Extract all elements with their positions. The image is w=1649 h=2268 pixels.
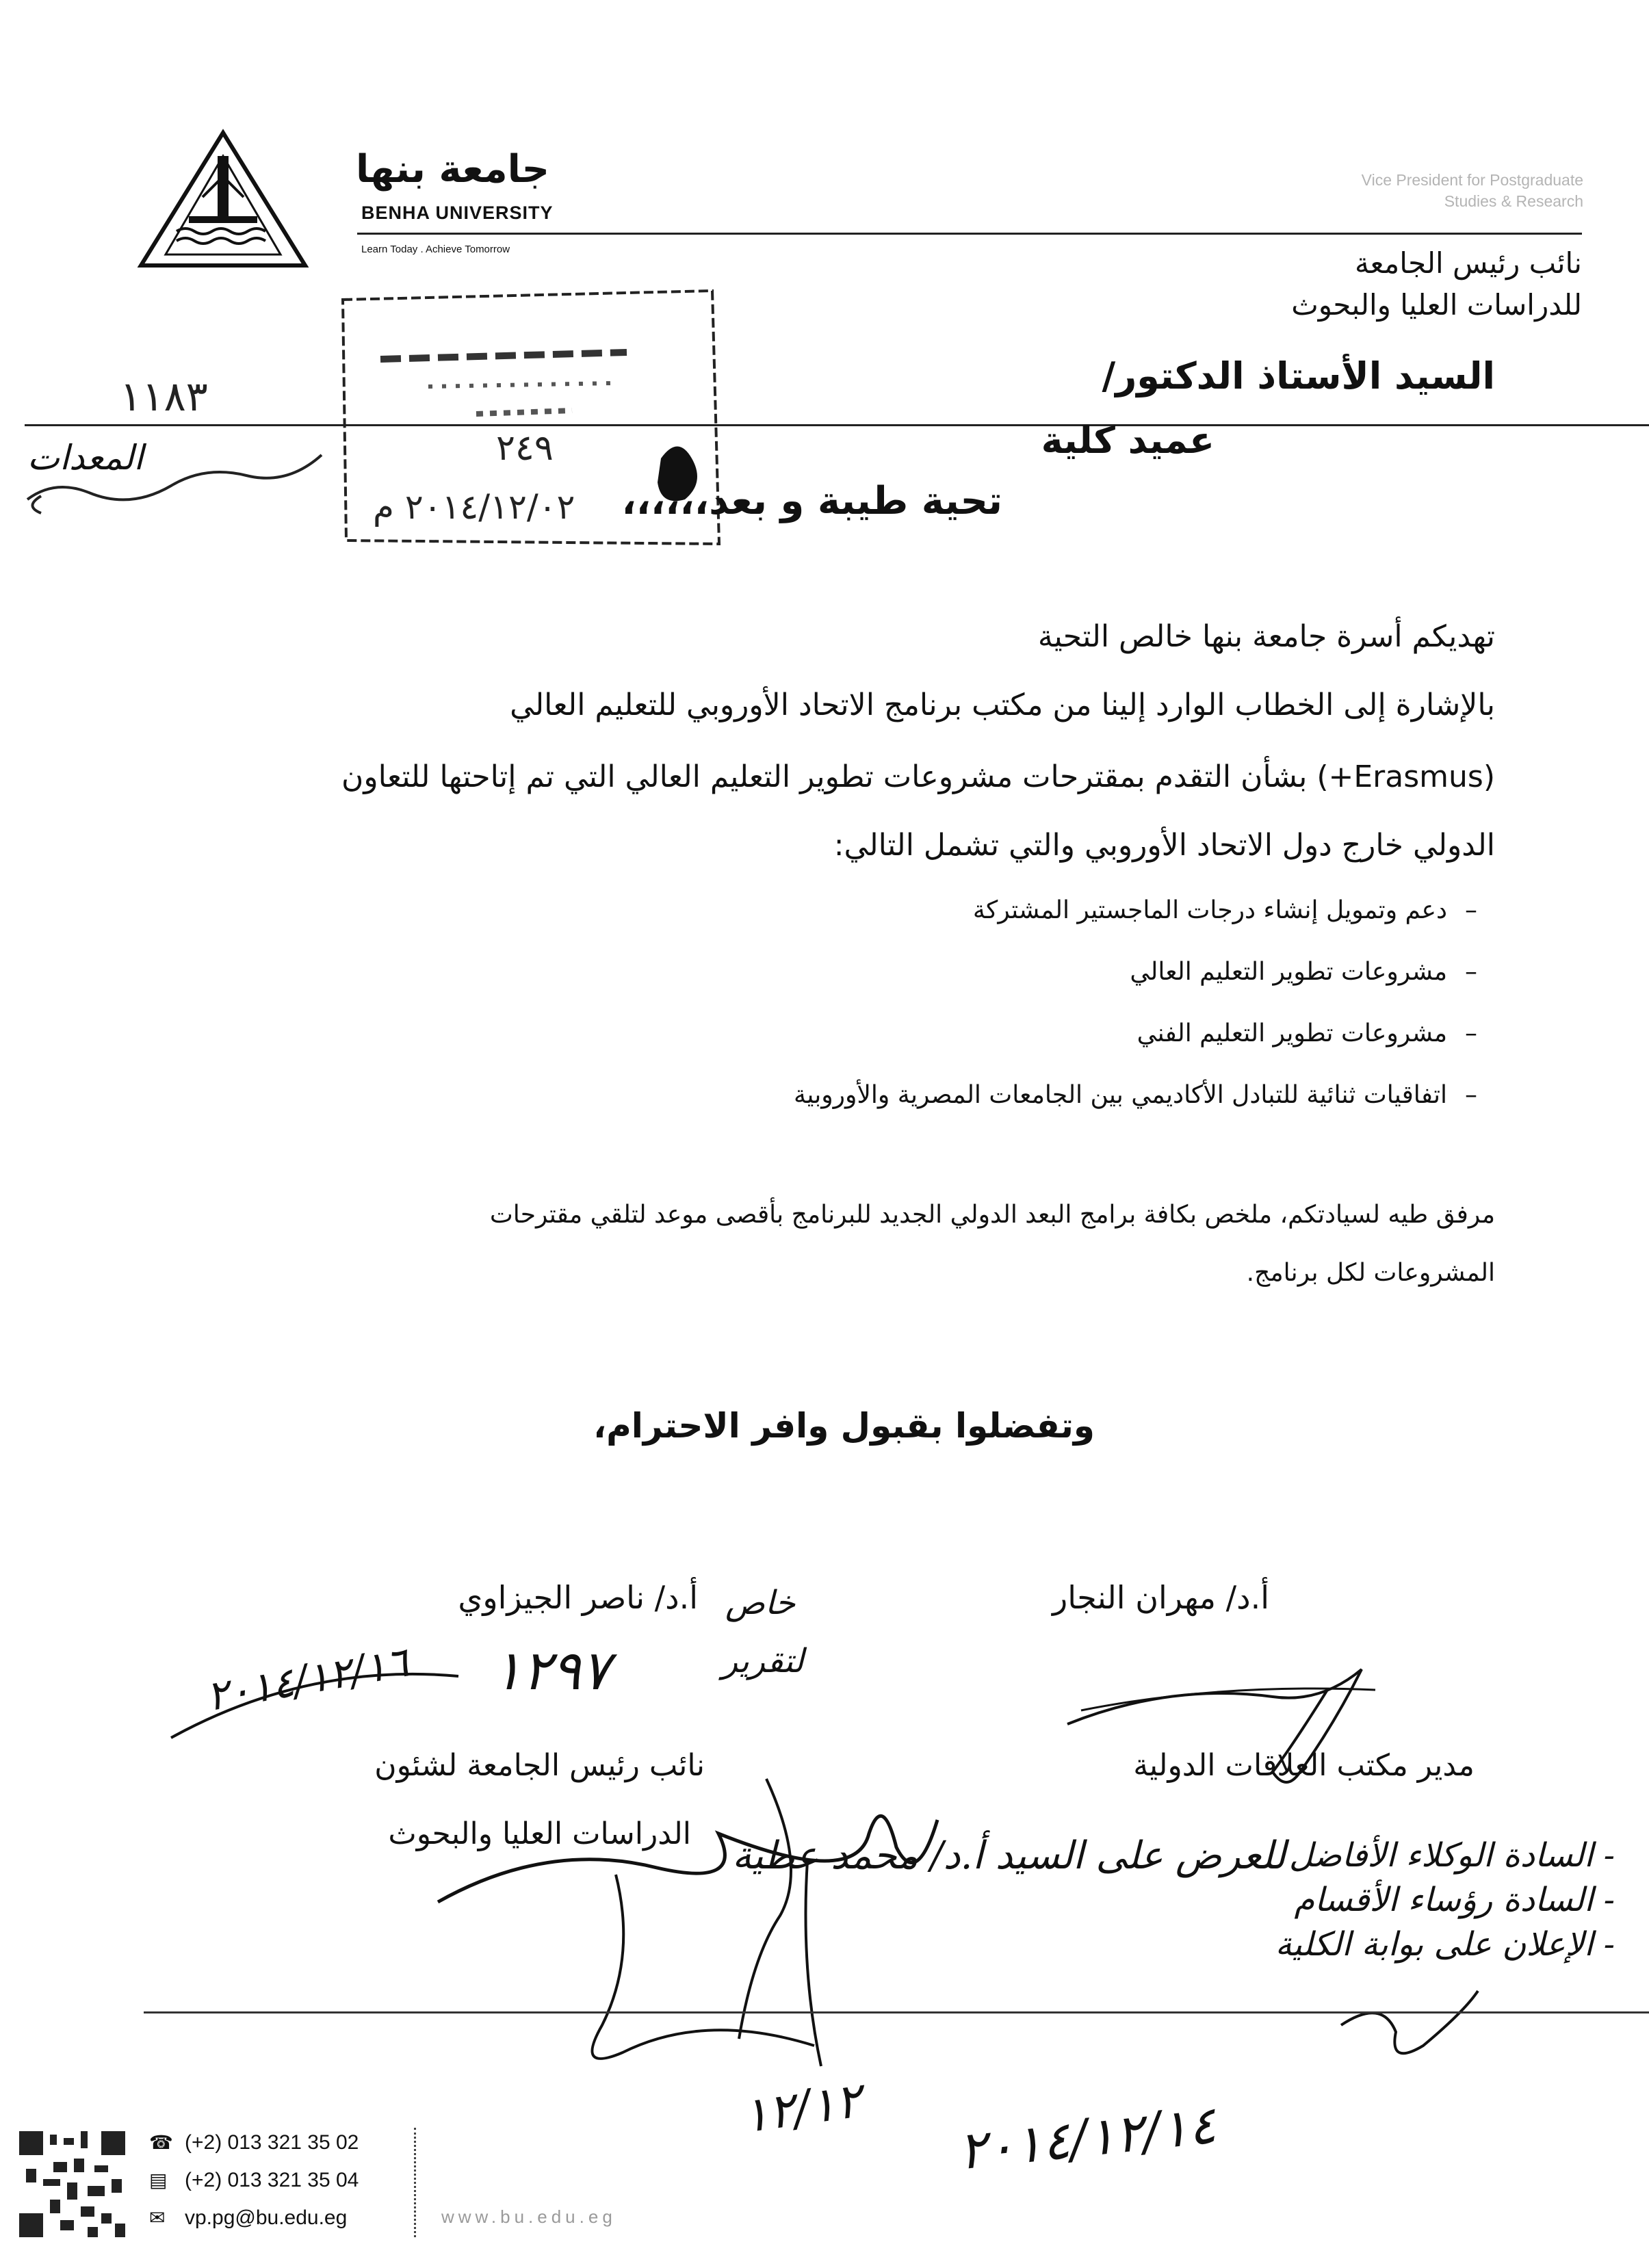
stamp-date: ٢٠١٤/١٢/٠٢ م — [373, 487, 575, 527]
bullet-dash-icon: – — [1465, 958, 1477, 986]
vp-office-arabic — [1240, 243, 1582, 326]
margin-strike-line — [25, 424, 1649, 426]
handwritten-note-line: - الإعلان على بوابة الكلية — [1275, 1925, 1615, 1964]
handwritten-reference-number: ١١٨٣ — [120, 373, 208, 421]
signatory-right-title: مدير مكتب العلاقات الدولية — [1133, 1748, 1475, 1783]
email-icon: ✉ — [149, 2207, 166, 2228]
fax-icon: ▤ — [149, 2169, 168, 2191]
handwritten-date-2: ٢٠١٤/١٢/١٤ — [955, 2094, 1219, 2182]
bullet-item: –دعم وتمويل إنشاء درجات الماجستير المشتركة — [973, 896, 1495, 924]
bullet-item: –اتفاقيات ثنائية للتبادل الأكاديمي بين الجامعات المصرية والأوروبية — [794, 1081, 1495, 1109]
bullet-item: –مشروعات تطوير التعليم العالي — [1130, 958, 1495, 986]
vp-office-english-line-2: Studies & Research — [1444, 192, 1583, 211]
handwritten-signature-ref: ١٢٩٧ — [493, 1639, 610, 1702]
bullet-dash-icon: – — [1465, 896, 1477, 924]
footer-website-link[interactable]: www.bu.edu.eg — [441, 2206, 616, 2227]
handwritten-margin-scribble — [21, 410, 349, 547]
footer-fax: ▤ (+2) 013 321 35 04 — [149, 2169, 359, 2191]
phone-icon: ☎ — [149, 2132, 173, 2153]
university-logo — [134, 129, 312, 272]
handwritten-signature-date: ٢٠١٤/١٢/١٦ — [203, 1638, 413, 1721]
footer-contact-divider — [414, 2128, 416, 2237]
vp-office-arabic-line-2: للدراسات العليا والبحوث — [1291, 287, 1582, 322]
attachment-note-line-2: المشروعات لكل برنامج. — [1246, 1259, 1495, 1287]
handwritten-distribution-notes — [1191, 1834, 1615, 1966]
addressee-dean: عميد كلية — [1041, 419, 1215, 462]
signatory-left-title-line-2: الدراسات العليا والبحوث — [388, 1816, 691, 1851]
signatory-left-name: أ.د/ ناصر الجيزاوي — [458, 1579, 698, 1616]
university-slogan: Learn Today . Achieve Tomorrow — [361, 244, 510, 255]
university-name-english: BENHA UNIVERSITY — [361, 203, 554, 223]
body-paragraph-1: تهديكم أسرة جامعة بنها خالص التحية — [1037, 619, 1495, 654]
body-paragraph-2: بالإشارة إلى الخطاب الوارد إلينا من مكتب برنامج الاتحاد الأوروبي للتعليم العالي — [510, 688, 1495, 722]
handwritten-date-1: ١٢/١٢ — [739, 2072, 865, 2144]
footer-phone: ☎ (+2) 013 321 35 02 — [149, 2131, 359, 2154]
handwritten-note-1: خاص — [725, 1584, 796, 1622]
closing-line: وتفضلوا بقبول وافر الاحترام، — [593, 1406, 1095, 1446]
qr-code — [19, 2131, 125, 2237]
handwritten-referral: للعرض على السيد أ.د/ محمد عطية — [732, 1834, 1286, 1878]
body-paragraph-3: (Erasmus+) بشأن التقدم بمقترحات مشروعات تطوير التعليم العالي التي تم إتاحتها للتعاون — [341, 759, 1495, 794]
handwritten-margin-word: المعدات — [27, 438, 144, 478]
handwritten-note-line: - السادة الوكلاء الأفاضل — [1288, 1836, 1615, 1875]
addressee-title: السيد الأستاذ الدكتور/ — [1102, 354, 1495, 397]
footer-email[interactable]: ✉ vp.pg@bu.edu.eg — [149, 2206, 348, 2229]
stamp-reference-number: ٢٤٩ — [496, 428, 554, 469]
signatory-left-title-line-1: نائب رئيس الجامعة لشئون — [374, 1748, 705, 1783]
bullet-dash-icon: – — [1465, 1019, 1477, 1047]
bullet-item: –مشروعات تطوير التعليم الفني — [1137, 1019, 1495, 1047]
handwritten-note-line: - السادة رؤساء الأقسام — [1294, 1880, 1615, 1919]
body-paragraph-4: الدولي خارج دول الاتحاد الأوروبي والتي تشمل التالي: — [833, 828, 1495, 863]
vp-office-english — [1255, 170, 1583, 212]
handwritten-note-2: لتقرير — [722, 1642, 804, 1680]
footer-divider — [144, 2011, 1649, 2013]
greeting: تحية طيبة و بعد،،،،،، — [621, 479, 1002, 523]
vp-office-arabic-line-1: نائب رئيس الجامعة — [1355, 246, 1582, 280]
university-name-arabic: جامعة بنها — [356, 147, 550, 192]
vp-office-english-line-1: Vice President for Postgraduate — [1361, 171, 1583, 189]
bullet-dash-icon: – — [1465, 1081, 1477, 1109]
header-divider — [357, 233, 1582, 235]
signatory-right-name: أ.د/ مهران النجار — [1052, 1579, 1269, 1616]
attachment-note-line-1: مرفق طيه لسيادتكم، ملخص بكافة برامج البعد الدولي الجديد للبرنامج بأقصى موعد لتلقي مقترحات — [489, 1201, 1495, 1229]
